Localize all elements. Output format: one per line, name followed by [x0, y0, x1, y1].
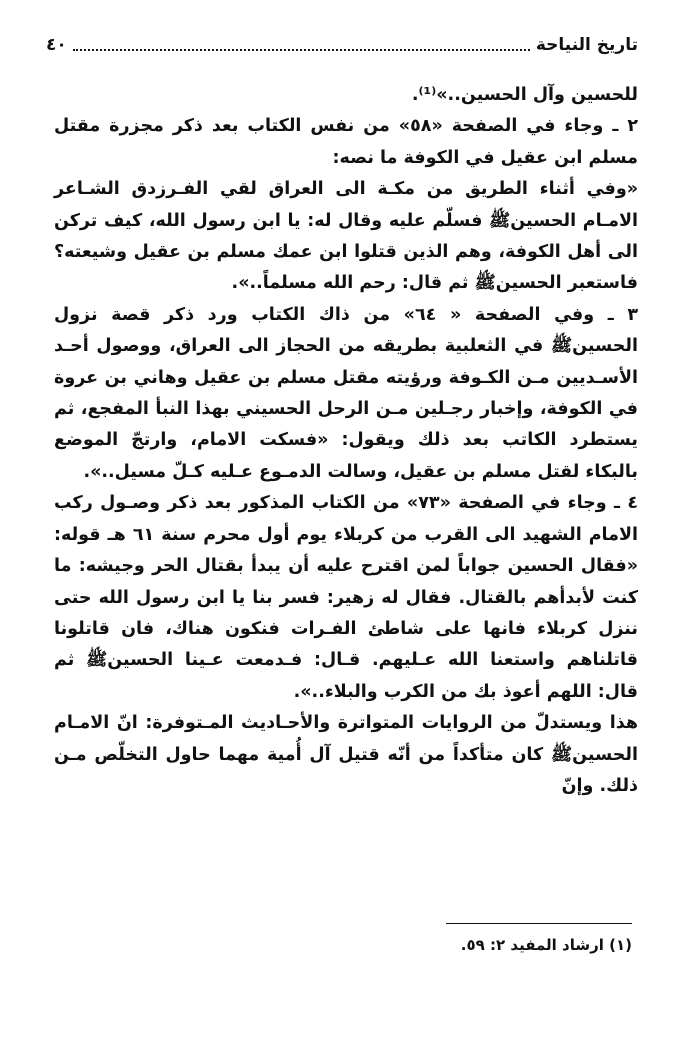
paragraph-item-4: ٤ ـ وجاء في الصفحة «٧٣» من الكتاب المذكور بعد ذكر وصـول ركب الامام الشهيد الى القرب من كربلاء يوم أول محرم سنة ٦١ هـ قوله: «فقال الحسين جواباً لمن اقترح عليه أن يبدأ بقتال الحر وجيشه: ما كنت لأبدأهم بالقتال. فقال له زهير: فسر بنا يا ابن رسول الله حتى ننزل كربلاء فانها على شاطئ الفـرات فنكون هناك، فان قاتلونا قاتلناهم واستعنا الله عـليهم. قـال: فـدمعت عـينا الحسينﷺ ثم قال: اللهم أعوذ بك من الكرب والبلاء..». — [54, 493, 638, 702]
header-dot-leader — [73, 49, 530, 51]
paragraph-quote-farazdaq: «وفي أثناء الطريق من مكـة الى العراق لقي الفـرزدق الشـاعر الامـام الحسينﷺ فسلّم عليه وقال له: يا ابن رسول الله، كيف تركن الى أهل الكوفة، وهم الذين قتلوا ابن عمك مسلم بن عقيل وشيعته؟ فاستعبر الحسينﷺ ثم قال: رحم الله مسلماً..». — [54, 179, 638, 294]
footnote-separator — [446, 923, 632, 924]
main-text — [54, 80, 638, 802]
paragraph-continuation: للحسين وآل الحسين..»⁽¹⁾. — [411, 85, 638, 105]
paragraph-item-2: ٢ ـ وجاء في الصفحة «٥٨» من نفس الكتاب بعد ذكر مجزرة مقتل مسلم ابن عقيل في الكوفة ما نصه: — [54, 116, 638, 168]
running-header — [46, 30, 638, 56]
paragraph-item-3: ٣ ـ وفي الصفحة « ٦٤» من ذاك الكتاب ورد ذكر قصة نزول الحسينﷺ في الثعلبية بطريقه من الحجاز الى العراق، ووصول أحـد الأسـديين مـن الكـوفة ورؤيته مقتل مسلم بن عقيل وهاني بن عروة في الكوفة، وإخبار رجـلين مـن الرحل الحسيني بهذا النبأ المفجع، ثم يستطرد الكاتب بعد ذلك ويقول: «فسكت الامام، وارتجّ الموضع بالبكاء لقتل مسلم بن عقيل، وسالت الدمـوع عـليه كـلّ مسيل..». — [54, 304, 638, 482]
chapter-title: تاريخ النياحة — [535, 35, 638, 55]
footnote: (١) ارشاد المفيد ٢: ٥٩. — [460, 936, 632, 954]
paragraph-conclusion: هذا ويستدلّ من الروايات المتواترة والأحـاديث المـتوفرة: انّ الامـام الحسينﷺ كان متأكداً من أنّه قتيل آل أُمية مهما حاول التخلّص مـن ذلك. وإنّ — [54, 713, 638, 796]
page-number: ٤٠ — [46, 35, 67, 55]
